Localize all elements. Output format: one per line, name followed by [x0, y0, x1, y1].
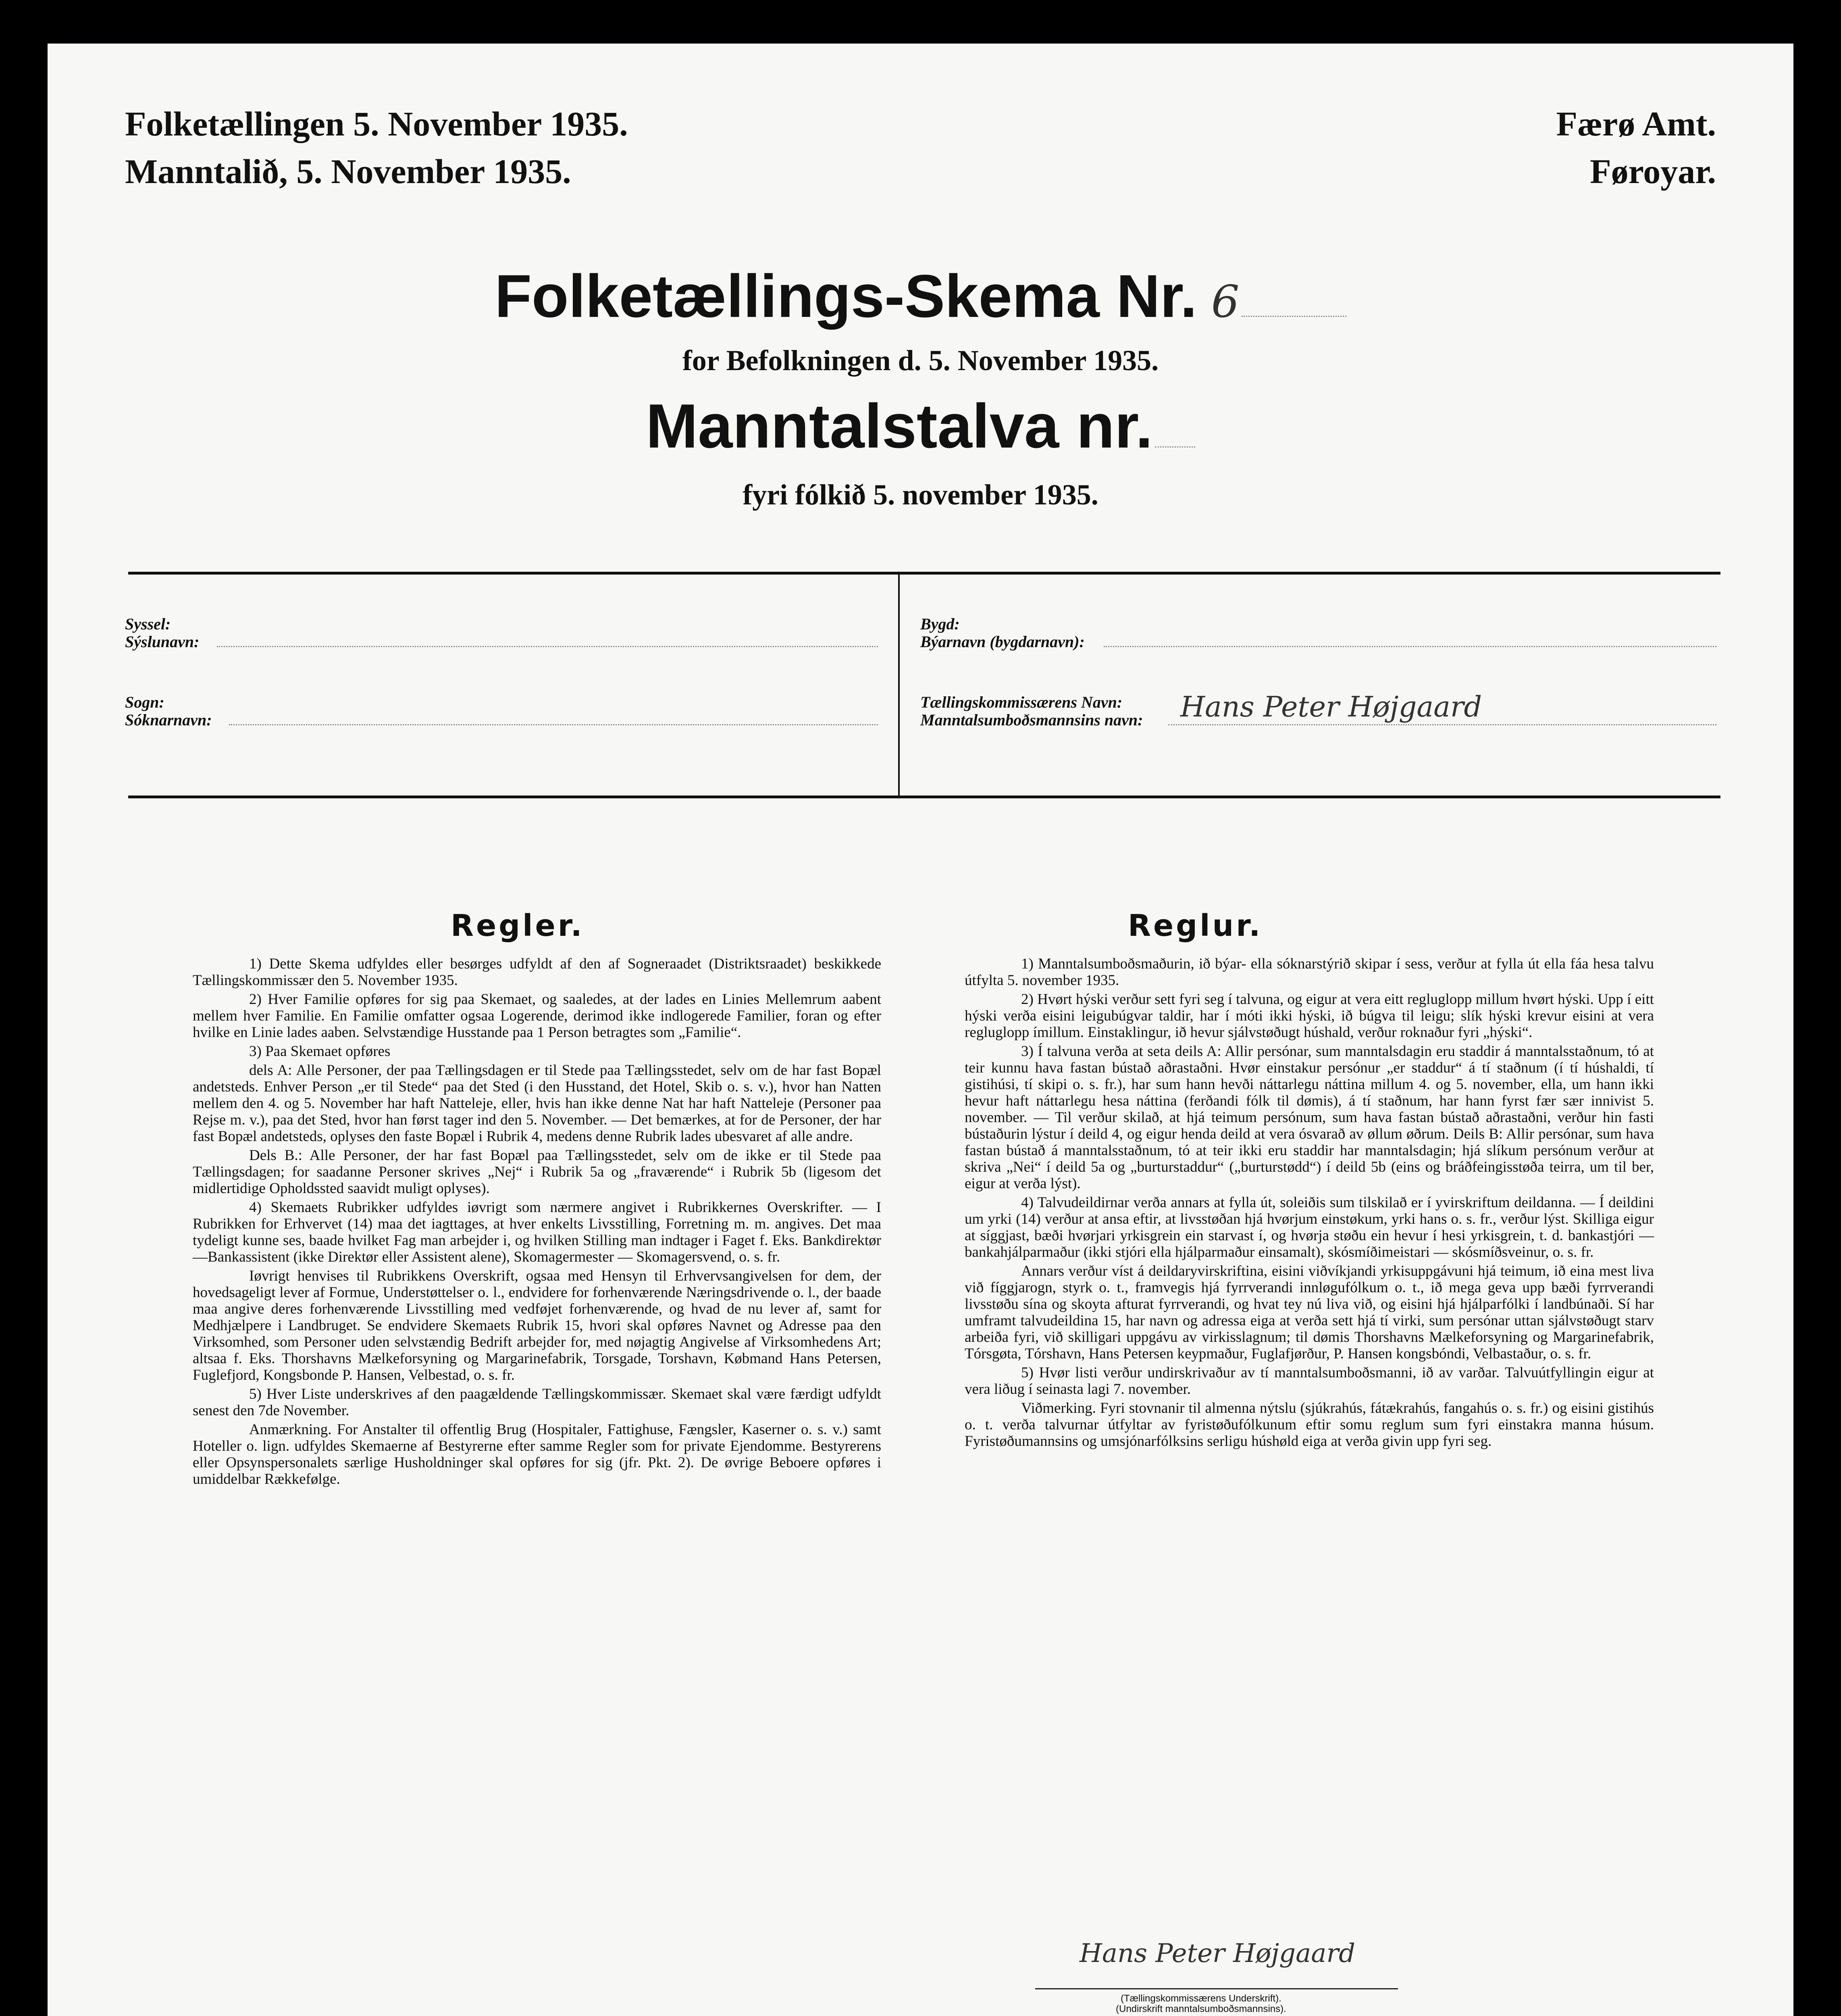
header-county-faroese: Føroyar.	[1590, 152, 1716, 191]
signature-handwritten: Hans Peter Højgaard	[1080, 1939, 1355, 1968]
kommissaer-name-handwritten: Hans Peter Højgaard	[1180, 690, 1482, 723]
field-syssel	[125, 615, 200, 651]
title-skema	[48, 261, 1793, 331]
reglur-paragraph: 3) Í talvuna verða at seta deils A: Allir persónar, sum manntalsdagin eru staddir á manntalsstaðnum, tó at teir kunnu hava fastan bústað aðrastaðni. Hvør einstakur persónur „er staddur“ á tí staðnum (í tí húshaldi, tí gistihúsi, tí skipi o. s. fr.), har sum hann hevði náttarlegu náttina millum 4. og 5. november, ella, um hann ikki hevur haft náttarlegu hesa náttina (ferðandi fólk til dømis), á tí staðnum, har hann fyrst fær sær innivist 5. november. — Til verður skilað, at hjá teimum persónum, sum hava fastan bústað aðrastaðni, verður hin fasti bústaðurin lýstur í deild 4, og eigur henda deild at vera ósvarað av øllum øðrum. Deils B: Allir persónar, sum hava fastan bústað á manntalsstaðnum, tó at teir ikki eru staddir har manntalsdagin; hjá slíkum persónum verður at skriva „Nei“ í deild 5a og „burturstaddur“ („burturstødd“) í deild 5b (eins og bráðfeingisstøða teirra, um til ber, eigur at verða lýst).	[965, 1043, 1654, 1192]
subtitle-skema: for Befolkningen d. 5. November 1935.	[682, 344, 1159, 377]
kommissaer-label: Tællingskommissærens Navn:	[920, 693, 1123, 711]
regler-paragraph: 1) Dette Skema udfyldes eller besørges udfyldt af den af Sogneraadet (Distriktsraadet) beskikkede Tællingskommissær den 5. November 1935.	[193, 956, 881, 989]
reglur-paragraph: Viðmerking. Fyri stovnanir til almenna nýtslu (sjúkrahús, fátækrahús, fangahús o. s. fr.) og eisini gistihús o. t. verða talvurnar útfyltar av fyristøðufólkunum eftir somu reglum sum fyri einstakra manna húsum. Fyristøðumannsins og umsjónarfólksins serligu húshøld eiga at verða givin upp fyri seg.	[965, 1400, 1654, 1450]
title-skema-text: Folketællings-Skema Nr.	[495, 262, 1197, 330]
regler-paragraph: dels A: Alle Personer, der paa Tællingsdagen er til Stede paa Tællingsstedet, selv om de har fast Bopæl andetsteds. Enhver Person „er til Stede“ paa det Sted (i den Husstand, det Hotel, Skib o. s. v.), hvor han Natten mellem den 4. og 5. November har haft Natteleje, eller, hvis han ikke denne Nat har haft Natteleje (Personer paa Rejse m. v.), paa det Sted, hvor han først tager ind den 5. November. — Det bemærkes, at for de Personer, der har fast Bopæl andetsteds, oplyses den faste Bopæl i Rubrik 4, medens denne Rubrik lades ubesvaret af alle andre.	[193, 1062, 881, 1145]
signature-caption	[1116, 1993, 1286, 2014]
signature-line	[1035, 1988, 1398, 1989]
field-divider	[898, 574, 900, 798]
regler-paragraph: Dels B.: Alle Personer, der har fast Bopæl paa Tællingsstedet, selv om de ikke er til Stede paa Tællingsdagen; for saadanne Personer skrives „Nej“ i Rubrik 5a og „fraværende“ i Rubrik 5b (ligesom det midlertidige Opholdssted saavidt muligt oplyses).	[193, 1147, 881, 1197]
umbodsmadur-label: Manntalsumboðsmannsins navn:	[920, 711, 1143, 729]
title-manntal: Manntalstalva nr.	[646, 391, 1153, 461]
field-bygd	[920, 615, 1085, 651]
header-census-danish: Folketællingen 5. November 1935.	[125, 104, 628, 143]
regler-heading: Regler.	[451, 908, 585, 943]
signature-caption-faroese: (Undirskrift manntalsumboðsmannsins).	[1116, 2004, 1286, 2014]
syssel-line[interactable]	[217, 646, 878, 647]
regler-paragraph: 2) Hver Familie opføres for sig paa Skemaet, og saaledes, at der lades en Linies Mellemrum aabent mellem hver Familie. En Familie omfatter ogsaa Logerende, derimod ikke indlogerede Familier, foran og efter hvilke en Linie lades aaben. Selvstændige Husstande paa 1 Person betragtes som „Familie“.	[193, 991, 881, 1041]
reglur-column	[965, 956, 1654, 1452]
reglur-paragraph: Annars verður víst á deildaryvirskriftina, eisini viðvíkjandi yrkisuppgávuni hjá teimum, ið eina mest liva við fíggjarogn, styrk o. t., framvegis hjá fyrrverandi innløgufólkum o. t., ið mega geva upp bæði fyrrverandi livsstøðu sína og skoyta afturat fyrrverandi, og hvat tey nú liva við, og eisini hjá hjálparfólki í landbúnaði. Sí har umframt talvudeildina 15, har navn og adressa eiga at verða sett hjá tí virki, sum persónar uttan sjálvstøðugt starv arbeiða fyri, við skilligari uppgávu av virkisslagnum; til dømis Thorshavns Mælkeforsyning og Margarinefabrik, Tórsgøta, Tórshavn, Hans Petersen keypmaður, Fuglafjørður, P. Hansen kongsbóndi, Velbastaður, o. s. fr.	[965, 1263, 1654, 1362]
field-sogn	[125, 694, 212, 729]
regler-column	[193, 956, 881, 1490]
regler-paragraph: Anmærkning. For Anstalter til offentlig Brug (Hospitaler, Fattighuse, Fængsler, Kaserner o. s. v.) samt Hoteller o. lign. udfyldes Skemaerne af Bestyrerne efter samme Regler som for private Ejendomme. Bestyrerens eller Opsynspersonalets særlige Husholdninger skal opføres for sig (jfr. Pkt. 2). De øvrige Beboere opføres i umiddelbar Rækkefølge.	[193, 1421, 881, 1487]
reglur-heading: Reglur.	[1128, 908, 1263, 943]
sogn-label: Sogn:	[125, 693, 164, 711]
regler-paragraph: 4) Skemaets Rubrikker udfyldes iøvrigt som nærmere angivet i Rubrikkernes Overskrifter. — I Rubrikken for Erhvervet (14) maa det iagttages, at hver enkelts Livsstilling, Forretning m. m. angives. Det maa tydeligt kunne ses, baade hvilket Fag man arbejder i, og hvilken Stilling man indtager i Faget f. Eks. Bankdirektør—Bankassistent (ikke Direktør eller Assistent alene), Skomagermester — Skomagersvend, o. s. fr.	[193, 1199, 881, 1265]
byarnavn-label: Býarnavn (bygdarnavn):	[920, 633, 1085, 651]
regler-paragraph: 5) Hver Liste underskrives af den paagældende Tællingskommissær. Skemaet skal være færdigt udfyldt senest den 7de November.	[193, 1386, 881, 1419]
header-county-danish: Færø Amt.	[1556, 104, 1716, 143]
reglur-paragraph: 4) Talvudeildirnar verða annars at fylla út, soleiðis sum tilskilað er í yvirskriftum deildanna. — Í deildini um yrki (14) verður at ansa eftir, at livsstøðan hjá hvørjum einstøkum, yrki hans o. s. fr., verður lýst. Skilliga eigur at síggjast, bæði hvørjari yrkisgrein ein starvast í, og hvørja støðu ein hevur í hesi yrkisgrein, t. d. bankastjóri — bankahjálparmaður (ikki stjóri ella hjálparmaður einsamalt), skósmíðimeistari — skósmíðsveinur, o. s. fr.	[965, 1194, 1654, 1260]
syslunavn-label: Sýslunavn:	[125, 633, 200, 651]
regler-paragraph: Iøvrigt henvises til Rubrikkens Overskrift, ogsaa med Hensyn til Erhvervsangivelsen for dem, der hovedsageligt lever af Formue, Understøttelser o. l., endvidere for forhenværende Næringsdrivende o. l., der baade maa angive deres forhenværende Livsstilling med vedføjet forhenværende, og hvad de nu lever af, samt for Medhjælpere i Landbruget. Se endvidere Skemaets Rubrik 15, hvori skal opføres Navnet og Adresse paa den Virksomhed, som Personer uden selvstændig Bedrift arbejder for, med nøjagtig Angivelse af Virksomhedens Art; altsaa f. Eks. Thorshavns Mælkeforsyning og Margarinefabrik, Torsgade, Torshavn, Købmand Hans Petersen, Fuglefjord, Kongsbonde P. Hansen, Velbestad, o. s. fr.	[193, 1268, 881, 1383]
reglur-paragraph: 2) Hvørt hýski verður sett fyri seg í talvuna, og eigur at vera eitt regluglopp millum hvørt hýski. Upp í eitt hýski verða eisini leigubúgvar taldir, har í móti ikki hýski, ið búgva til leigu; slík hýski krevur eisini at vera regluglopp ímillum. Einstaklingur, ið hevur sjálvstøðugt húshald, verður roknaður fyri „hýski“.	[965, 991, 1654, 1041]
skema-number: 6	[1211, 276, 1240, 327]
census-form-sheet	[48, 44, 1793, 2016]
signature-caption-danish: (Tællingskommissærens Underskrift).	[1121, 1993, 1281, 2004]
header-right	[1556, 100, 1716, 195]
reglur-paragraph: 5) Hvør listi verður undirskrivaður av tí manntalsumboðsmanni, ið av varðar. Talvuútfyllingin eigur at vera liðug í seinasta lagi 7. november.	[965, 1364, 1654, 1397]
regler-paragraph: 3) Paa Skemaet opføres	[249, 1043, 391, 1060]
bottom-divider	[128, 796, 1720, 798]
subtitle-manntal: fyri fólkið 5. november 1935.	[743, 479, 1098, 511]
reglur-paragraph: 1) Manntalsumboðsmaðurin, ið býar- ella sóknarstýrið skipar í sess, verður at fylla út ella fáa hesa talvu útfylta 5. november 1935.	[965, 956, 1654, 989]
bygd-line[interactable]	[1104, 646, 1716, 647]
syssel-label: Syssel:	[125, 615, 171, 633]
kommissaer-line[interactable]	[1168, 724, 1716, 725]
header-census-faroese: Manntalið, 5. November 1935.	[125, 152, 571, 191]
header-left	[125, 100, 628, 195]
bygd-label: Bygd:	[920, 615, 960, 633]
soknarnavn-label: Sóknarnavn:	[125, 711, 212, 729]
sogn-line[interactable]	[229, 724, 878, 725]
top-divider	[128, 572, 1720, 575]
field-kommissaer	[920, 694, 1143, 729]
